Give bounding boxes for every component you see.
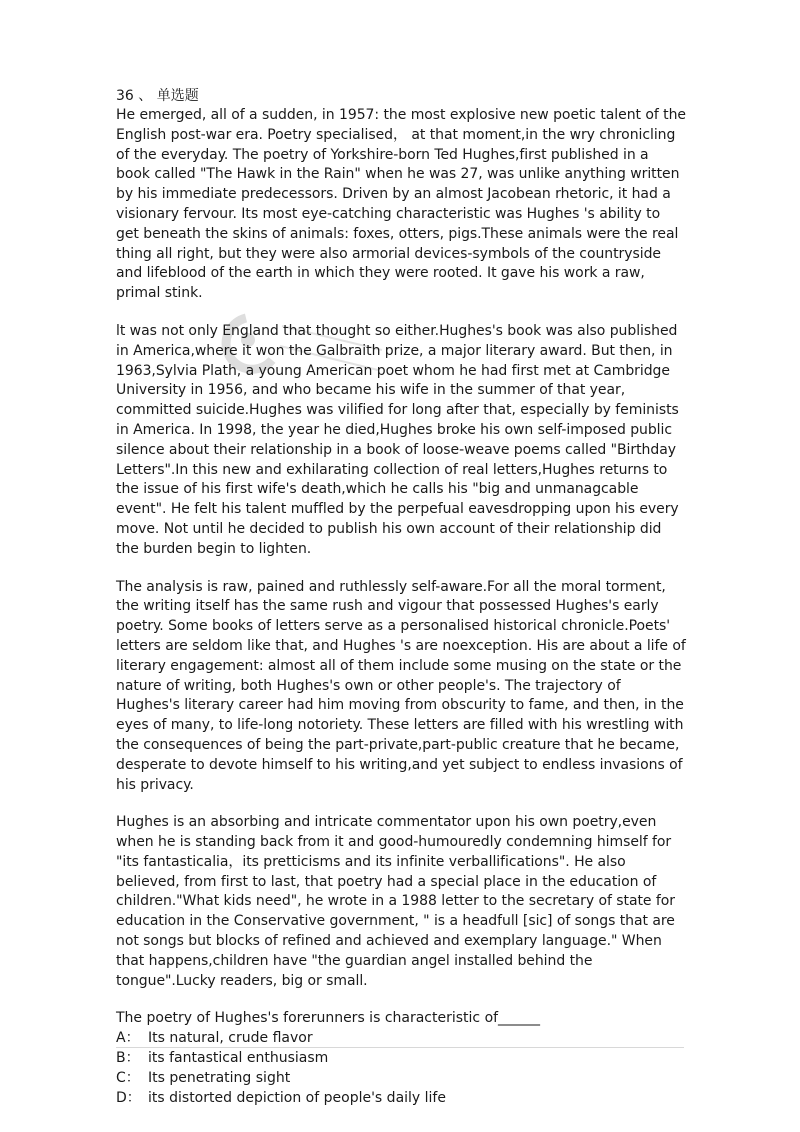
option-letter: C：: [116, 1069, 140, 1086]
option-b[interactable]: [116, 1049, 686, 1069]
option-text: Its penetrating sight: [148, 1069, 291, 1086]
option-letter: B：: [116, 1050, 140, 1067]
passage-paragraph-1: He emerged, all of a sudden, in 1957: the most explosive new poetic talent of the English post-war era. Poetry specialised， at that moment,in the wry chronicling of the everyday. The poetry of Yorkshire-born Ted Hughes,first published in a book called "The Hawk in the Rain" when he was 27, was unlike anything written by his immediate predecessors. Driven by an almost Jacobean rhetoric, it had a visionary fervour. Its most eye-catching characteristic was Hughes 's ability to get beneath the skins of animals: foxes, otters, pigs.These animals were the real thing all right, but they were also armorial devices-symbols of the countryside and lifeblood of the earth in which they were rooted. It gave his work a raw, primal stink.: [116, 107, 686, 302]
option-c[interactable]: [116, 1069, 686, 1089]
option-text: Its natural, crude flavor: [148, 1030, 313, 1047]
option-text: its distorted depiction of people's daily life: [148, 1089, 446, 1106]
passage-paragraph-2: lt was not only England that thought so either.Hughes's book was also published in America,where it won the Galbraith prize, a major literary award. But then, in 1963,Sylvia Plath, a young American poet whom he had first met at Cambridge University in 1956, and who became his wife in the summer of that year, committed suicide.Hughes was vilified for long after that, especially by feminists in America. In 1998, the year he died,Hughes broke his own self-imposed public silence about their relationship in a book of loose-weave poems called "Birthday Letters".In this new and exhilarating collection of real letters,Hughes returns to the issue of his first wife's death,which he calls his "big and unmanagcable event". He felt his talent muffled by the perpefual eavesdropping upon his every move. Not until he decided to publish his own account of their relationship did the burden begin to lighten.: [116, 322, 679, 557]
option-letter: D：: [116, 1089, 141, 1106]
passage-paragraph-3: The analysis is raw, pained and ruthlessly self-aware.For all the moral torment, the writing itself has the same rush and vigour that possessed Hughes's early poetry. Some books of letters serve as a personalised historical chronicle.Poets' letters are seldom like that, and Hughes 's are noexception. His are about a life of literary engagement: almost all of them include some musing on the state or the nature of writing, both Hughes's own or other people's. The trajectory of Hughes's literary career had him moving from obscurity to fame, and then, in the eyes of many, to life-long notoriety. These letters are filled with his wrestling with the consequences of being the part-private,part-public creature that he became, desperate to devote himself to his writing,and yet subject to endless invasions of his privacy.: [116, 578, 686, 793]
option-text: its fantastical enthusiasm: [148, 1050, 329, 1067]
option-d[interactable]: [116, 1089, 686, 1109]
bottom-divider: [116, 1047, 684, 1048]
passage-paragraph-4: Hughes is an absorbing and intricate commentator upon his own poetry,even when he is standing back from it and good-humouredly condemning himself for "its fantasticalia，its pretticisms and its infinite verballifications". He also believed, from first to last, that poetry had a special place in the education of children."What kids need", he wrote in a 1988 letter to the secretary of state for education in the Conservative government, " is a headfull [sic] of songs that are not songs but blocks of refined and achieved and exemplary language." When that happens,children have "the guardian angel installed behind the tongue".Lucky readers, big or small.: [116, 814, 675, 989]
question-page: [116, 86, 686, 1108]
question-header: 36 、 单选题: [116, 88, 199, 104]
option-letter: A：: [116, 1030, 140, 1047]
question-text: The poetry of Hughes's forerunners is characteristic of______: [116, 1010, 541, 1027]
